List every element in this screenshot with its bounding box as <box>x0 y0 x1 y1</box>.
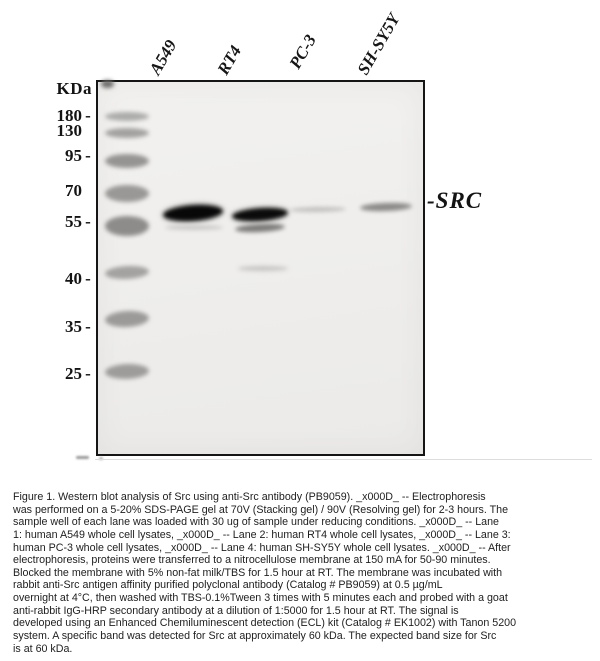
caption-line: rabbit anti-Src antigen affinity purified polyclonal antibody (Catalog # PB9059) at 0.5 µg/mL <box>13 579 443 592</box>
figure-caption <box>13 491 597 655</box>
caption-line: overnight at 4°C, then washed with TBS-0.1%Tween 3 times with 5 minutes each and probed with a goat <box>13 592 508 604</box>
marker-label-35 <box>10 318 94 335</box>
marker-value: 40 <box>65 269 82 288</box>
ladder-band-70kda <box>105 185 149 202</box>
src-band-rt4 <box>232 206 289 223</box>
marker-value: 180 <box>56 106 82 125</box>
faint-smear-a549 <box>165 225 223 230</box>
caption-line: Figure 1. Western blot analysis of Src using anti-Src antibody (PB9059). _x000D_ -- Electrophoresis <box>13 491 486 503</box>
membrane-corner-speck <box>101 80 114 88</box>
marker-tick: - <box>85 317 91 336</box>
src-band-pc3 <box>290 207 346 213</box>
src-band-annotation: -SRC <box>427 188 483 213</box>
marker-label-55 <box>10 213 94 230</box>
ladder-band-25kda <box>105 363 149 380</box>
kda-unit-label: KDa <box>56 79 92 98</box>
marker-value: 55 <box>65 212 82 231</box>
marker-tick <box>82 182 94 199</box>
doublet-band-rt4 <box>235 223 285 234</box>
ladder-band-130kda <box>105 128 149 138</box>
caption-line: electrophoresis, proteins were transferred to a nitrocellulose membrane at 150 mA for 50-90 minutes. <box>13 554 491 567</box>
caption-line: is at 60 kDa. <box>13 642 73 655</box>
marker-label-130 <box>10 122 94 139</box>
caption-line: developed using an Enhanced Chemiluminescent detection (ECL) kit (Catalog # EK1002) with Tanon 5200 <box>13 617 517 630</box>
lane-label-pc3: PC-3 <box>285 31 320 72</box>
lane-label-shsy5y: SH-SY5Y <box>353 10 404 78</box>
caption-line: system. A specific band was detected for Src at approximately 60 kDa. The expected band size for Src <box>13 629 497 642</box>
marker-tick: - <box>85 146 91 165</box>
marker-tick: - <box>85 212 91 231</box>
marker-tick <box>82 122 94 139</box>
scan-artifact-dash <box>76 456 89 459</box>
marker-label-95 <box>10 147 94 164</box>
caption-line: was performed on a 5-20% SDS-PAGE gel at 70V (Stacking gel) / 90V (Resolving gel) for 2-3 hours. The <box>13 503 509 516</box>
scan-artifact-line <box>95 459 592 460</box>
marker-value: 95 <box>65 146 82 165</box>
marker-tick: - <box>85 364 91 383</box>
src-band-shsy5y <box>360 202 412 212</box>
ladder-band-35kda <box>105 310 150 328</box>
caption-line: sample well of each lane was loaded with 30 ug of sample under reducing conditions. _x000D_ -- Lane <box>13 516 499 529</box>
caption-line: 1: human A549 whole cell lysates, _x000D_ -- Lane 2: human RT4 whole cell lysates, _x000D_ -- Lane 3: <box>13 528 511 541</box>
caption-line: anti-rabbit IgG-HRP secondary antibody at a dilution of 1:5000 for 1.5 hour at RT. The signal is <box>13 604 459 617</box>
lane-label-rt4: RT4 <box>213 42 246 78</box>
lane-label-a549: A549 <box>145 36 181 78</box>
blot-membrane <box>96 80 425 456</box>
ladder-band-180kda <box>105 112 149 121</box>
faint-lower-band-rt4 <box>238 266 288 271</box>
marker-value: 130 <box>56 121 82 140</box>
src-band-a549 <box>163 203 224 223</box>
marker-tick: - <box>85 269 91 288</box>
ladder-band-55kda <box>105 216 149 236</box>
caption-line: human PC-3 whole cell lysates, _x000D_ -- Lane 4: human SH-SY5Y whole cell lysates. _x000D_ -- After <box>13 541 511 554</box>
caption-line: Blocked the membrane with 5% non-fat milk/TBS for 1.5 hour at RT. The membrane was incubated with <box>13 566 503 579</box>
marker-value: 35 <box>65 317 82 336</box>
marker-value: 25 <box>65 364 82 383</box>
marker-label-70 <box>10 182 94 199</box>
marker-value: 70 <box>65 181 82 200</box>
marker-label-40 <box>10 270 94 287</box>
marker-label-25 <box>10 365 94 382</box>
ladder-band-95kda <box>105 154 149 168</box>
ladder-band-40kda <box>105 265 150 280</box>
marker-tick: - <box>85 106 91 125</box>
